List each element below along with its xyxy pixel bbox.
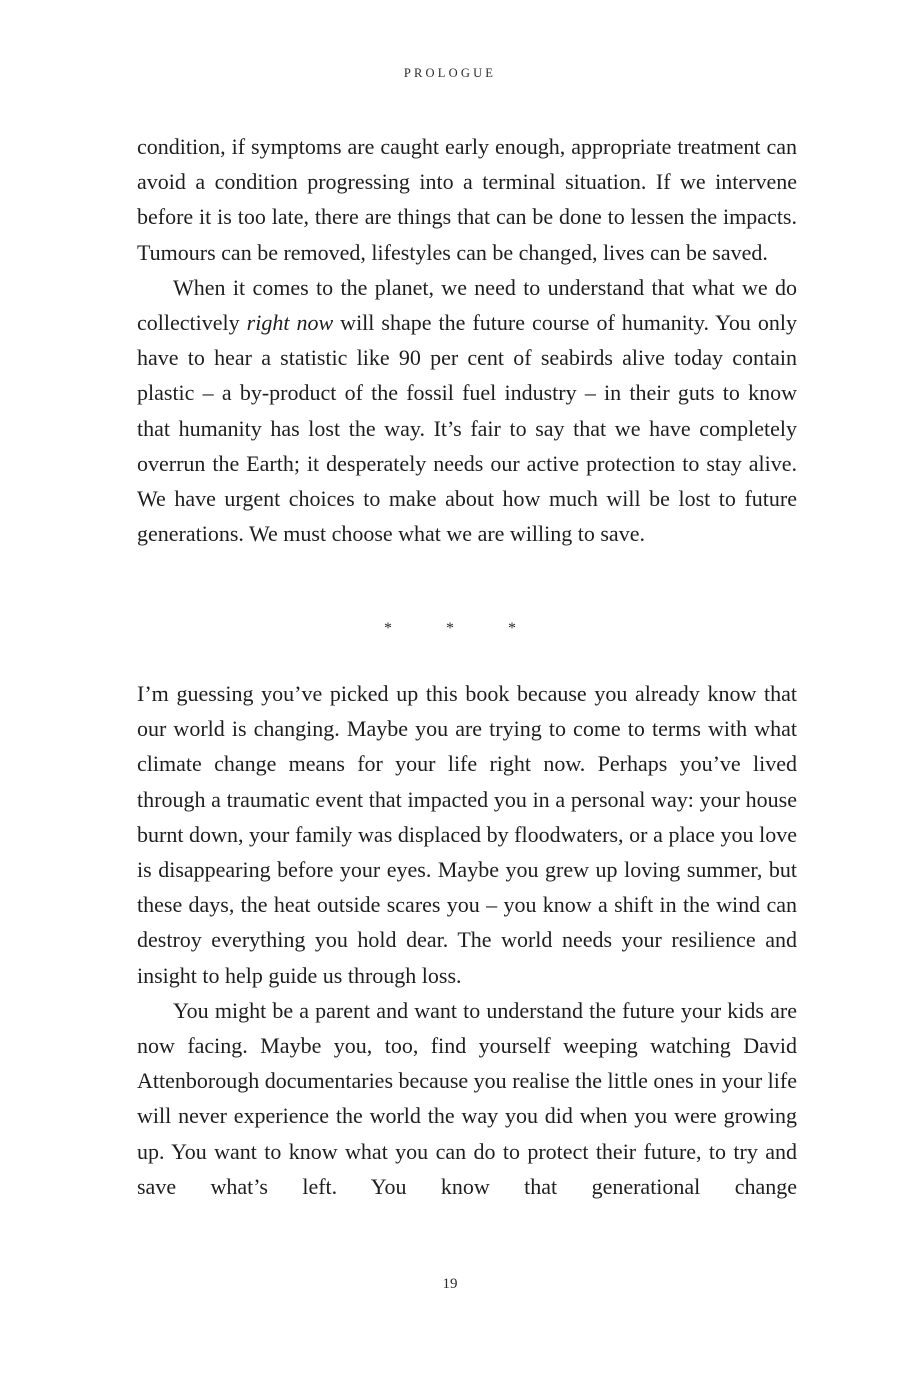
- paragraph-parent: You might be a parent and want to understand the future your kids are now facing. Maybe you, too, find yourself weeping watching David Attenborough documentaries because you realise the little ones in your life will never experience the world the way you did when you were growing up. You want to know what you can do to protect their future, to try and save what’s left. You know that generational change: [137, 997, 797, 1199]
- paragraph-planet-start: When it comes to the planet, we need to understand that what we do collectively: [137, 274, 797, 336]
- page-number: 19: [442, 1276, 458, 1292]
- paragraph-planet-end: will shape the future course of humanity. You only have to hear a statistic like 90 per cent of seabirds alive today contain plastic – a by-product of the fossil fuel industry – in their guts to know that humanity has lost the way. It’s fair to say that we have completely overrun the Earth; it desperately needs our active protection to stay alive. We have urgent choices to make about how much will be lost to future generations. We must choose what we are willing to save.: [137, 310, 798, 547]
- asterisk-3: *: [508, 620, 516, 637]
- asterisk-1: *: [384, 620, 392, 637]
- running-head: PROLOGUE: [403, 66, 497, 80]
- paragraph-guessing: I’m guessing you’ve picked up this book because you already know that our world is changing. Maybe you are trying to come to terms with what climate change means for your life right now. Perhaps you’ve lived through a traumatic event that impacted you in a personal way: your house burnt down, your family was displaced by floodwaters, or a place you love is disappearing before your eyes. Maybe you grew up loving summer, but these days, the heat outside scares you – you know a shift in the wind can destroy everything you hold dear. The world needs your resilience and insight to help guide us through loss.: [137, 681, 797, 988]
- paragraph-planet: [137, 270, 797, 552]
- body-text-top: [137, 129, 797, 551]
- paragraph-continued: condition, if symptoms are caught early enough, appropriate treatment can avoid a condition progressing into a terminal situation. If we intervene before it is too late, there are things that can be done to lessen the impacts. Tumours can be removed, lifestyles can be changed, lives can be saved.: [137, 134, 797, 265]
- emphasis-right-now: right now: [246, 310, 334, 336]
- asterisk-2: *: [446, 620, 454, 637]
- section-break: [0, 620, 900, 638]
- body-text-bottom: [137, 676, 797, 1204]
